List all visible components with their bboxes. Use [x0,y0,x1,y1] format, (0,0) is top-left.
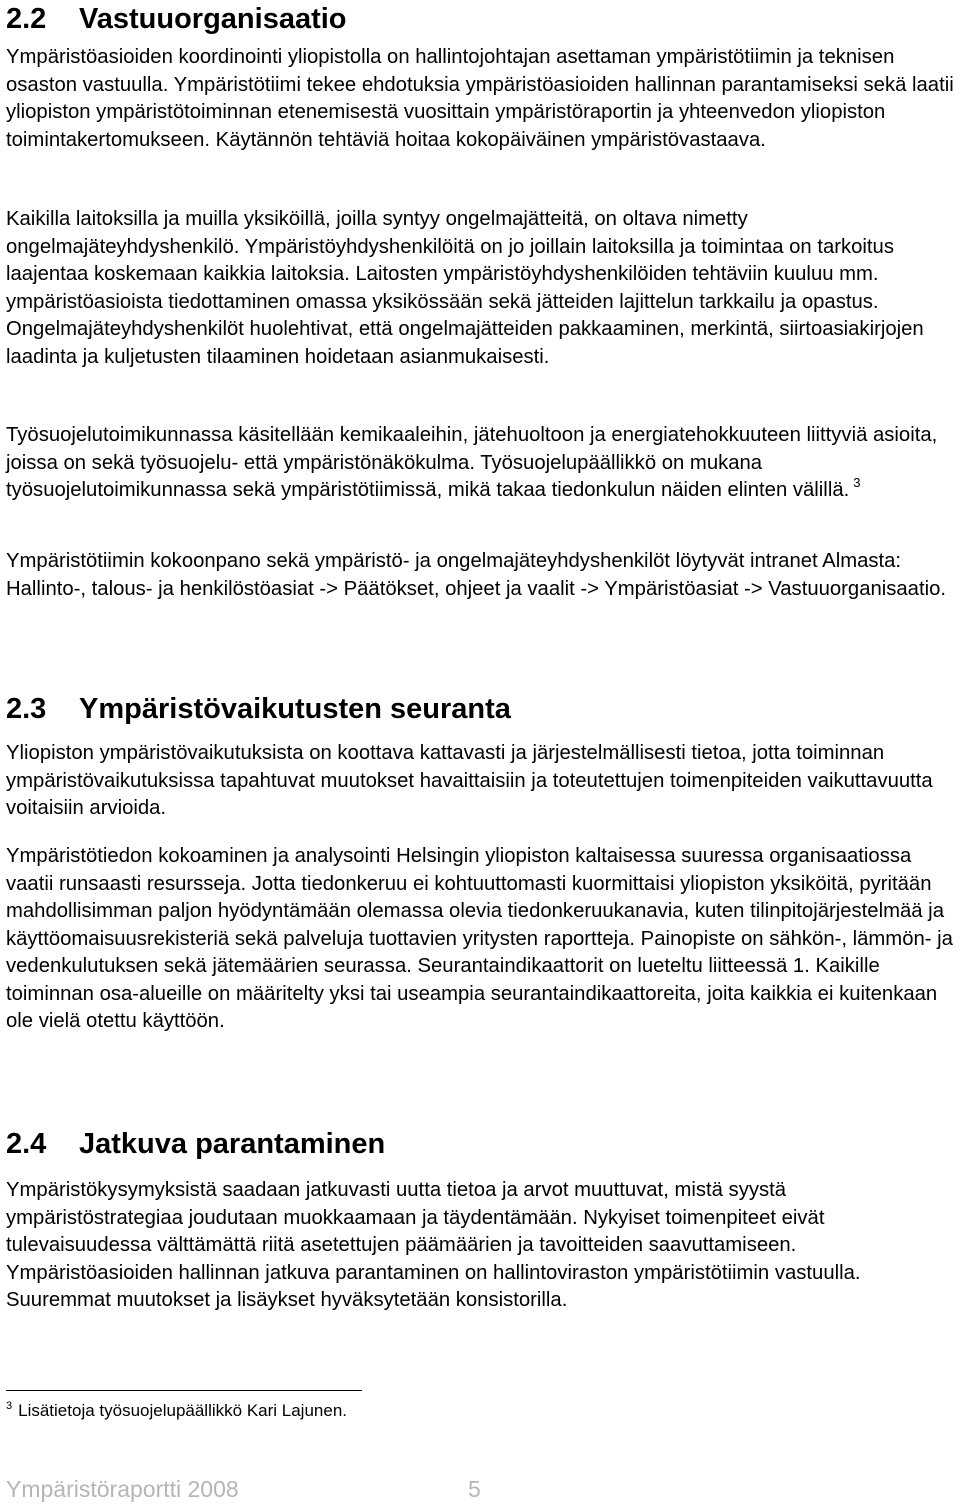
paragraph [6,422,956,505]
footer-title: Ympäristöraportti 2008 [6,1476,239,1502]
paragraph-text: Työsuojelutoimikunnassa käsitellään kemikaaleihin, jätehuoltoon ja energiatehokkuuteen liittyviä asioita, joissa on sekä työsuojelu- että ympäristönäkökulma. Työsuojelupäällikkö on mukana työsuojelutoimikunnassa sekä ympäristötiimissä, mikä takaa tiedonkulun näiden elinten välillä. [6,424,938,501]
paragraph: Kaikilla laitoksilla ja muilla yksiköillä, joilla syntyy ongelmajätteitä, on oltava nimetty ongelmajäteyhdyshenkilö. Ympäristöyhdyshenkilöitä on jo joillain laitoksilla ja toimintaa on tarkoitus laajentaa koskemaan kaikkia laitoksia. Laitosten ympäristöyhdyshenkilöiden tehtäviin kuuluu mm. ympäristöasioista tiedottaminen omassa yksikössään sekä jätteiden lajittelun tarkkailu ja opastus. Ongelmajäteyhdyshenkilöt huolehtivat, että ongelmajätteiden pakkaaminen, merkintä, siirtoasiakirjojen laadinta ja kuljetusten tilaaminen hoidetaan asianmukaisesti. [6,208,924,368]
paragraph: Ympäristökysymyksistä saadaan jatkuvasti uutta tietoa ja arvot muuttuvat, mistä syystä ympäristöstrategiaa joudutaan muokkaamaan ja täydentämään. Nykyiset toimenpiteet eivät tulevaisuudessa välttämättä riitä asetettujen päämäärien ja tavoitteiden saavuttamiseen. Ympäristöasioiden hallinnan jatkuva parantaminen on hallintoviraston ympäristötiimin vastuulla. Suuremmat muutokset ja lisäykset hyväksytetään konsistorilla. [6,1179,861,1311]
section-title: Jatkuva parantaminen [79,1128,386,1160]
footnote-divider [6,1390,362,1391]
section-title: Vastuuorganisaatio [79,3,347,35]
section-number: 2.3 [6,693,47,725]
paragraph: Ympäristöasioiden koordinointi yliopistolla on hallintojohtajan asettaman ympäristötiimin ja teknisen osaston vastuulla. Ympäristötiimi tekee ehdotuksia ympäristöasioiden hallinnan parantamiseksi sekä laatii yliopiston ympäristötoiminnan etenemisestä vuosittain ympäristöraportin ja yhteenvedon yliopiston toimintakertomukseen. Käytännön tehtäviä hoitaa kokopäiväinen ympäristövastaava. [6,46,954,151]
footnote [6,1400,347,1422]
section-number: 2.2 [6,3,47,35]
section-heading-2-3 [6,692,511,726]
section-heading-2-2 [6,2,347,36]
footnote-text: Lisätietoja työsuojelupäällikkö Kari Lajunen. [18,1401,348,1420]
footnote-reference[interactable]: 3 [853,475,861,490]
section-title: Ympäristövaikutusten seuranta [79,693,511,725]
paragraph: Yliopiston ympäristövaikutuksista on koottava kattavasti ja järjestelmällisesti tietoa, jotta toiminnan ympäristövaikutuksissa tapahtuvat muutokset havaittaisiin ja toteutettujen toimenpiteiden vaikuttavuutta voitaisiin arvioida. [6,742,933,819]
paragraph: Ympäristötiimin kokoonpano sekä ympäristö- ja ongelmajäteyhdyshenkilöt löytyvät intranet Almasta: Hallinto-, talous- ja henkilöstöasiat -> Päätökset, ohjeet ja vaalit -> Ympäristöasiat -> Vastuuorganisaatio. [6,550,947,600]
section-heading-2-4 [6,1127,385,1161]
page-number: 5 [468,1476,481,1502]
footnote-marker: 3 [6,1400,13,1412]
paragraph: Ympäristötiedon kokoaminen ja analysointi Helsingin yliopiston kaltaisessa suuressa organisaatiossa vaatii runsaasti resursseja. Jotta tiedonkeruu ei kohtuuttomasti kuormittaisi yliopiston yksiköitä, pyritään mahdollisimman paljon hyödyntämään olemassa olevia tiedonkeruukanavia, kuten tilinpitojärjestelmää ja käyttöomaisuusrekisteriä sekä palveluja tuottavien yritysten raportteja. Painopiste on sähkön-, lämmön- ja vedenkulutuksen sekä jätemäärien seurassa. Seurantaindikaattorit on lueteltu liitteessä 1. Kaikille toiminnan osa-alueille on määritelty yksi tai useampia seurantaindikaattoreita, joita kaikkia ei kuitenkaan ole vielä otettu käyttöön. [6,845,953,1032]
page-footer [6,1474,481,1504]
section-number: 2.4 [6,1128,47,1160]
